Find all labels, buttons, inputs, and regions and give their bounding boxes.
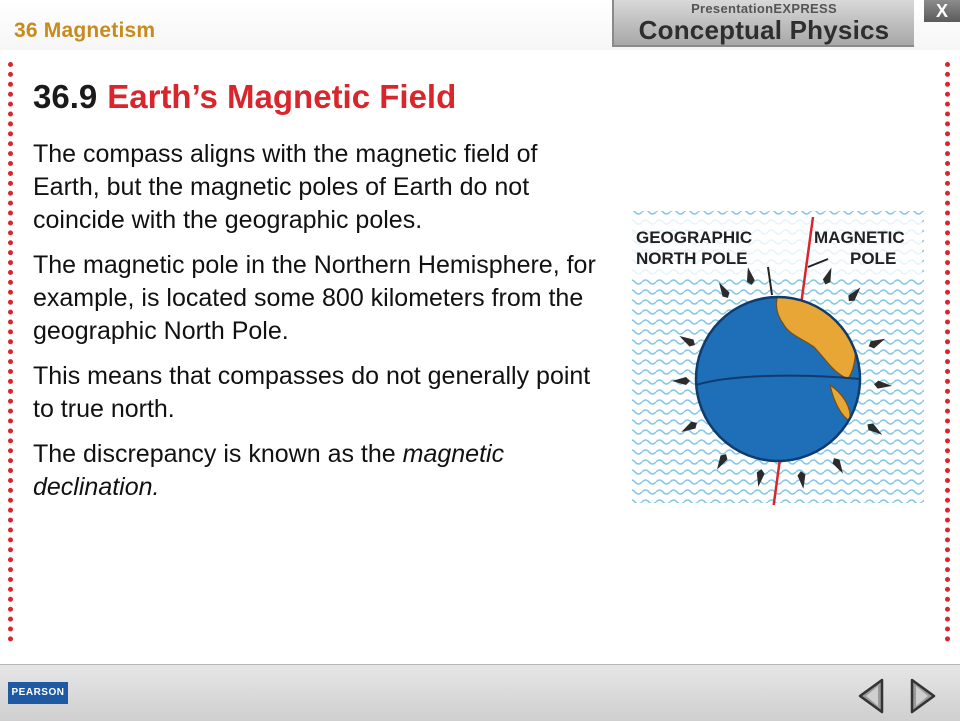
label-geographic-1: GEOGRAPHIC (636, 228, 753, 247)
bottom-bar (0, 664, 960, 721)
pearson-logo: PEARSON (8, 682, 68, 704)
paragraph: The compass aligns with the magnetic field of Earth, but the magnetic poles of Earth do not coincide with the geographic poles. (33, 140, 538, 234)
label-geographic-2: NORTH POLE (636, 249, 748, 268)
slide-body (33, 138, 603, 516)
next-slide-button[interactable] (902, 676, 942, 716)
paragraph-declination (33, 438, 603, 504)
declination-term: magnetic declination. (33, 440, 505, 501)
right-dotted-border (945, 62, 950, 642)
previous-slide-button[interactable] (852, 676, 892, 716)
chapter-label: 36 Magnetism (14, 19, 156, 42)
slide-title (33, 78, 456, 116)
section-title: Earth’s Magnetic Field (107, 78, 457, 115)
brand-banner (612, 0, 914, 47)
close-button[interactable]: X (924, 0, 960, 22)
paragraph: The magnetic pole in the Northern Hemisphere, for example, is located some 800 kilometers from the geographic North Pole. (33, 251, 596, 345)
top-bar (0, 0, 960, 50)
left-dotted-border (8, 62, 13, 642)
figure-illustration (628, 207, 928, 505)
paragraph: This means that compasses do not generally point to true north. (33, 362, 591, 423)
brand-subtitle: PresentationEXPRESS (691, 1, 837, 16)
prev-arrow-icon (852, 676, 892, 716)
section-number: 36.9 (33, 78, 98, 115)
declination-lead: The discrepancy is known as the (33, 440, 403, 468)
earth-magnetic-field-figure (628, 207, 928, 505)
brand-title: Conceptual Physics (638, 15, 890, 45)
label-magnetic-1: MAGNETIC (814, 228, 905, 247)
label-magnetic-2: POLE (850, 249, 897, 268)
next-arrow-icon (902, 676, 942, 716)
